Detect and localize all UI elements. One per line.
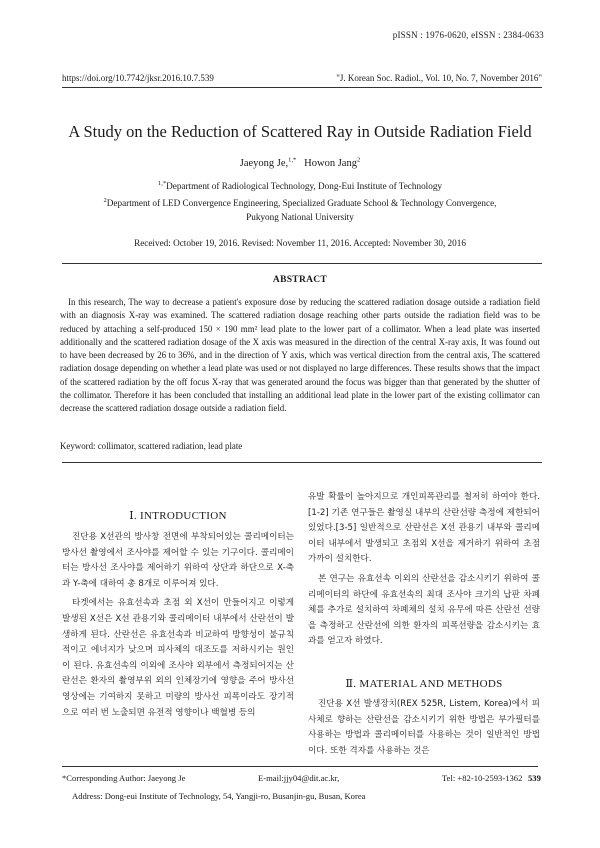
paragraph: 진단용 X선 발생장치(REX 525R, Listem, Korea)에서 피사체로 향하는 산란선을 감소시키기 위한 방법은 부가필터를 사용하는 방법과 콜리메이터를 사용하는 것이 일반적인 방법이다. 또한 격자를 사용하는 것은: [308, 699, 540, 756]
paragraph: 본 연구는 유효선속 이외의 산란선을 감소시키기 위하여 콜리메이터의 하단에 유효선속의 최대 조사야 크기의 납판 차폐체를 추가로 설치하여 차폐체의 설치 유무에 따른 산란선 선량을 측정하고 산란선에 의한 환자의 피폭선량을 감소시키는 효과를 얻고자 하였다.: [308, 573, 540, 647]
paragraph: 유발 확률이 높아지므로 개인피폭관리를 철저히 하여야 한다.[1-2] 기존 연구들은 촬영실 내부의 산란선량 측정에 제한되어 있었다.[3-5] 일반적으로 산란선은 X선 관용기 내부와 콜리메이터 내부에서 발생되고 초점외 X선을 제거하기 위하여 초점 가까이 설치한다.: [308, 492, 540, 565]
section-title-methods: Ⅱ. MATERIAL AND METHODS: [345, 678, 503, 690]
affiliation-2: $^2$Department of LED Convergence Engineering, Specialized Graduate School & Technology Convergence,: [103, 196, 497, 208]
author-sup: 2: [356, 156, 361, 164]
corresponding-author: *Corresponding Author: Jaeyong Je: [62, 773, 186, 783]
author-list: [0, 158, 600, 169]
abstract-top-rule: [62, 263, 542, 264]
telephone: Tel: +82-10-2593-1362: [442, 773, 523, 783]
header-rule: [62, 87, 542, 88]
doi-link[interactable]: https://doi.org/10.7742/jksr.2016.10.7.539: [62, 73, 214, 83]
abstract-bottom-rule: [62, 462, 542, 463]
paper-title: A Study on the Reduction of Scattered Ray in Outside Radiation Field: [68, 122, 532, 141]
author-name: Howon Jang: [304, 158, 357, 169]
abstract-heading: ABSTRACT: [272, 275, 328, 285]
page-number: 539: [528, 773, 541, 783]
author-name: Jaeyong Je,: [239, 158, 289, 169]
abstract-text: In this research, The way to decrease a patient's exposure dose by reducing the scattered radiation dosage outside a radiation field with an diagnosis X-ray was examined. The scattered radiation dosage reaching other parts outside the radiation field was to be reduced by attaching a self-produced 150 × 190 mm² lead plate to the lower part of a collimator. When a lead plate was inserted additionally and the scattered radiation dosage of the X axis was measured in the direction of the central X-ray axis, It was found out to have been decreased by 26 to 36%, and in the direction of Y axis, which was vertical direction from the central axis, The scattered radiation dosage depending on whether a lead plate was used or not displayed no large differences. These results shows that the impact of the scattered radiation by the off focus X-ray that was generated around the focus was bigger than that generated by the shutter of the collimator. Therefore it has been concluded that installing an additional lead plate in the lower part of the existing collimator can decrease the scattered radiation dosage outside a radiation field.: [60, 297, 540, 413]
left-column: [62, 530, 294, 725]
email[interactable]: E-mail:jjy04@dit.ac.kr,: [258, 773, 340, 783]
journal-citation: "J. Korean Soc. Radiol., Vol. 10, No. 7, November 2016": [336, 73, 542, 83]
section-title-introduction: Ⅰ. INTRODUCTION: [129, 510, 227, 522]
received-dates: Received: October 19, 2016. Revised: November 11, 2016. Accepted: November 30, 2016: [134, 238, 466, 248]
right-column-bottom: [308, 697, 540, 763]
footer-rule: [62, 766, 538, 767]
affiliation-1: $^{1,*}$Department of Radiological Technology, Dong-Eui Institute of Technology: [157, 179, 443, 191]
paragraph: 진단용 X선관의 방사창 전면에 부착되어있는 콜리메이터는 방사선 촬영에서 조사야를 제어할 수 있는 기구이다. 콜리메이터는 방사선 조사야를 제어하기 위하여 상단과 하단으로 X-축과 Y-축에 대하여 총 8개로 이루어져 있다.: [62, 532, 294, 589]
author-sup: 1,*: [288, 156, 297, 164]
right-column-top: [308, 490, 540, 654]
paragraph: 타겟에서는 유효선속과 초점 외 X선이 만들어지고 이렇게 발생된 X선은 X선 관용기와 콜리메이터 내부에서 산란선이 발생하게 된다. 산란선은 유효선속과 비교하여 방향성이 불규칙적이고 에너지가 낮으며 피사체의 대조도를 저하시키는 원인이 된다. 유효선속의 이외에 조사야 외부에서 측정되어지는 산란선은 환자의 촬영부위 외의 인체장기에 영향을 주어 방사선 영상에는 기여하지 못하고 미량의 방사선 피폭이라도 장기적으로 여러 번 노출되면 유전적 영향이나 백혈병 등의: [62, 598, 294, 718]
issn-line: pISSN : 1976-0620, eISSN : 2384-0633: [392, 30, 544, 40]
affiliation-3: Pukyong National University: [246, 212, 354, 222]
keywords: Keyword: collimator, scattered radiation, lead plate: [60, 441, 243, 451]
address-line: Address: Dong-eui Institute of Technology, 54, Yangji-ro, Busanjin-gu, Busan, Korea: [72, 791, 366, 801]
